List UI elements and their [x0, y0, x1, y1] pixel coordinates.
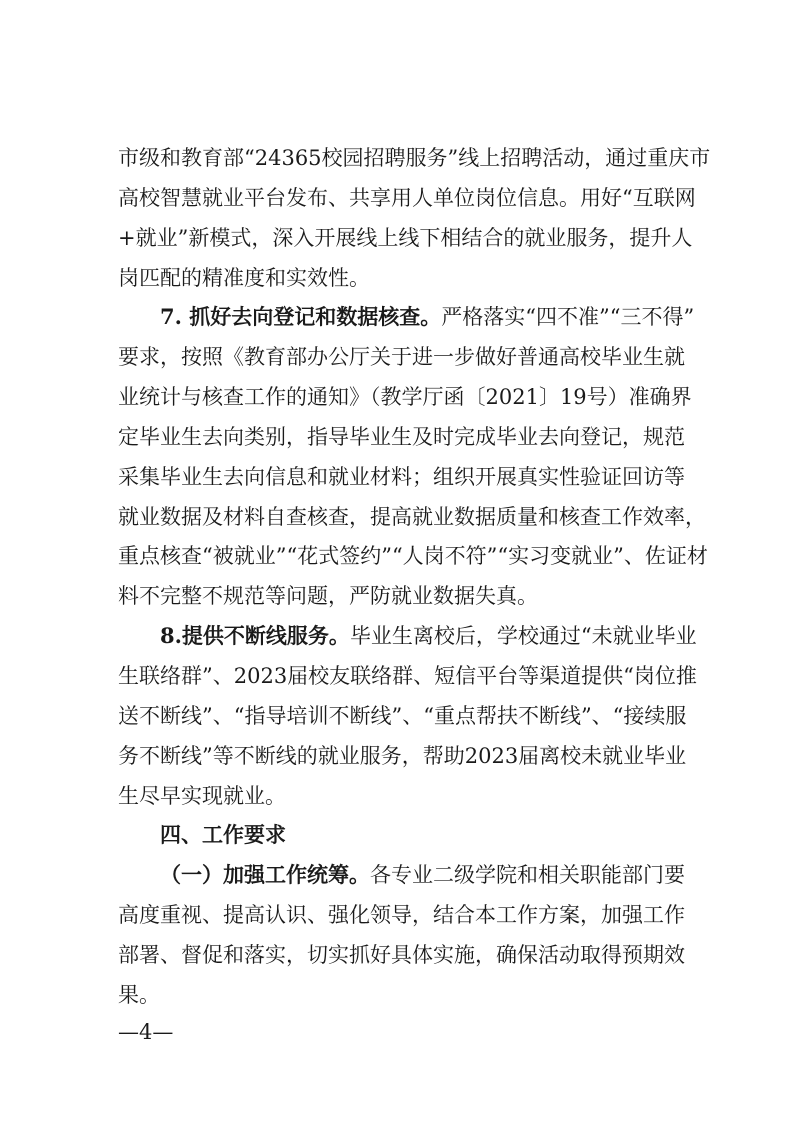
body-line-16 [118, 742, 687, 770]
body-line-6 [118, 343, 685, 371]
item-7-first-line [160, 303, 695, 331]
line-text: 送不断线”、“指导培训不断线”、“重点帮扶不断线”、“接续服 [118, 704, 687, 728]
body-line-10 [118, 503, 706, 531]
body-line-3 [118, 224, 693, 252]
line-text: 高度重视、提高认识、强化领导，结合本工作方案，加强工作 [118, 903, 685, 927]
line-text: 业统计与核查工作的通知》（教学厅函〔2021〕19号）准确界 [118, 385, 692, 409]
body-line-2 [118, 184, 696, 212]
line-text: 生尽早实现就业。 [118, 784, 286, 808]
item-8-first-line [160, 622, 697, 650]
line-text: 料不完整不规范等问题，严防就业数据失真。 [118, 584, 538, 608]
line-text: 就业数据及材料自查核查，提高就业数据质量和核查工作效率， [118, 505, 706, 529]
line-text: 市级和教育部“24365校园招聘服务”线上招聘活动，通过重庆市 [118, 146, 711, 170]
body-line-1 [118, 144, 711, 172]
line-text: 务不断线”等不断线的就业服务，帮助2023届离校未就业毕业 [118, 744, 687, 768]
body-line-4 [118, 264, 678, 292]
line-text: 果。 [118, 983, 160, 1007]
line-text: 定毕业生去向类别，指导毕业生及时完成毕业去向登记，规范 [118, 425, 685, 449]
section-heading-text: 四、工作要求 [160, 823, 286, 847]
line-text: 毕业生离校后，学校通过“未就业毕业 [349, 624, 697, 648]
body-line-11 [118, 542, 708, 570]
line-text: +就业”新模式，深入开展线上线下相结合的就业服务，提升人 [118, 226, 693, 250]
body-line-15 [118, 702, 687, 730]
body-line-20 [118, 901, 685, 929]
line-text: 要求，按照《教育部办公厅关于进一步做好普通高校毕业生就 [118, 345, 685, 369]
line-text: 生联络群”、2023届校友联络群、短信平台等渠道提供“岗位推 [118, 664, 697, 688]
body-line-14 [118, 662, 697, 690]
line-text: 高校智慧就业平台发布、共享用人单位岗位信息。用好“互联网 [118, 186, 696, 210]
item-8-heading: 8.提供不断线服务。 [160, 623, 350, 648]
body-line-8 [118, 423, 685, 451]
line-text: 严格落实“四不准”“三不得” [441, 305, 695, 329]
req-1-first-line [160, 861, 685, 889]
item-7-heading: 7. 抓好去向登记和数据核查。 [160, 304, 442, 329]
line-text: 岗匹配的精准度和实效性。 [118, 266, 370, 290]
body-line-12 [118, 582, 678, 610]
body-line-17 [118, 782, 678, 810]
section-heading [160, 821, 678, 849]
body-line-22 [118, 981, 678, 1009]
body-line-7 [118, 383, 692, 411]
line-text: 采集毕业生去向信息和就业材料；组织开展真实性验证回访等 [118, 465, 685, 489]
line-text: 各专业二级学院和相关职能部门要 [370, 863, 685, 887]
body-line-21 [118, 941, 685, 969]
line-text: 部署、督促和落实，切实抓好具体实施，确保活动取得预期效 [118, 943, 685, 967]
req-1-heading: （一）加强工作统筹。 [160, 862, 370, 887]
body-line-9 [118, 463, 685, 491]
page-number: —4— [118, 1020, 174, 1044]
line-text: 重点核查“被就业”“花式签约”“人岗不符”“实习变就业”、佐证材 [118, 544, 708, 568]
